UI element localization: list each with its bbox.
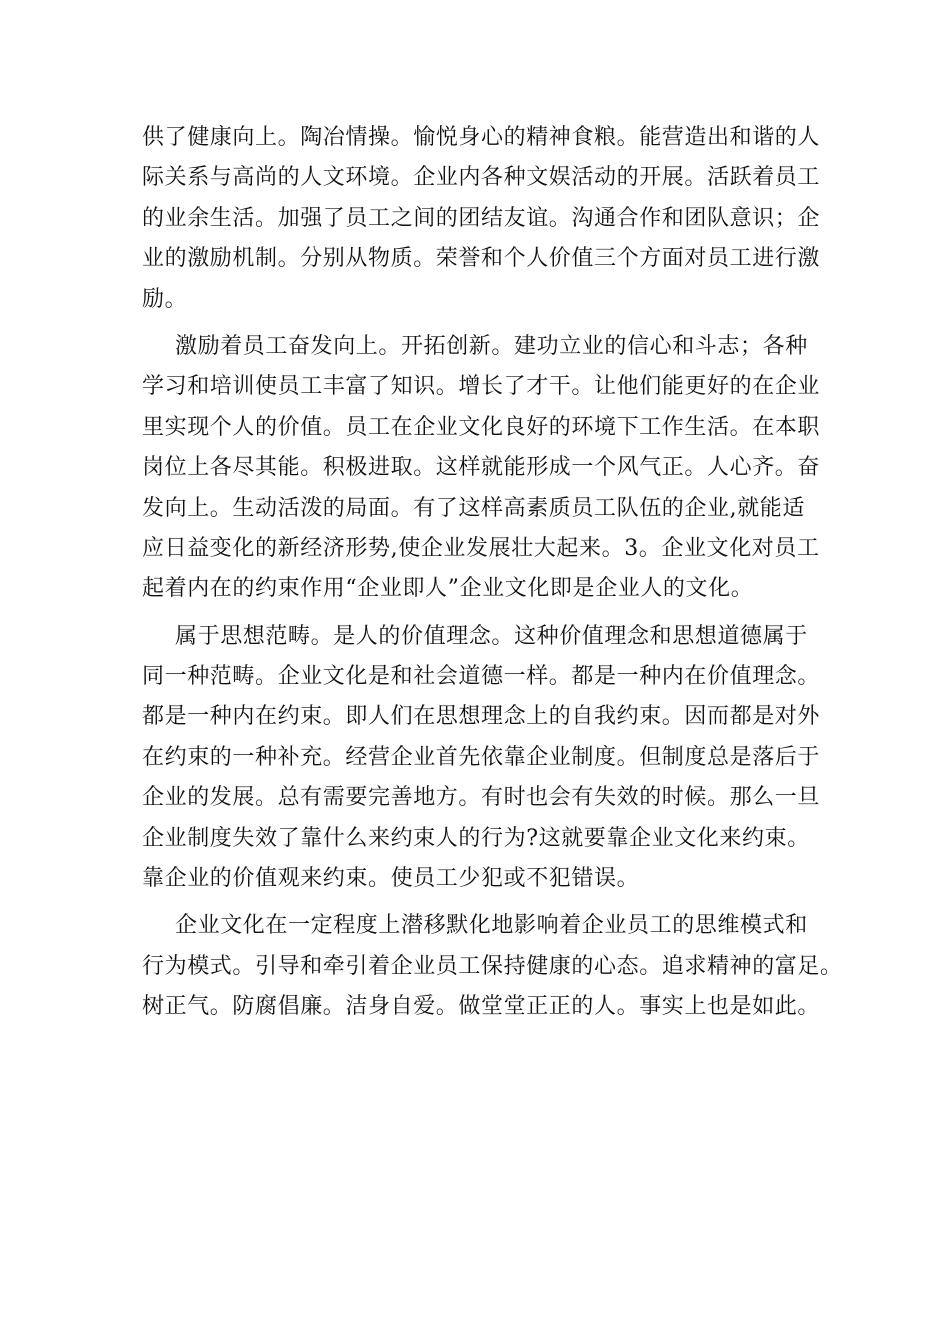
text-line: 际关系与高尚的人文环境。企业内各种文娱活动的开展。活跃着员工	[142, 165, 821, 191]
text-line: 岗位上各尽其能。积极进取。这样就能形成一个风气正。人心齐。奋	[142, 455, 821, 481]
text-line: 应日益变化的新经济形势,使企业发展壮大起来。3。企业文化对员工	[142, 535, 820, 561]
text-line: 行为模式。引导和牵引着企业员工保持健康的心态。追求精神的富足。	[142, 953, 843, 979]
text-line: 励。	[142, 286, 188, 312]
text-line: 起着内在的约束作用“企业即人”企业文化即是企业人的文化。	[142, 576, 754, 602]
text-line: 靠企业的价值观来约束。使员工少犯或不犯错误。	[142, 866, 640, 892]
text-line: 都是一种内在约束。即人们在思想理念上的自我约束。因而都是对外	[142, 704, 821, 730]
text-line: 属于思想范畴。是人的价值理念。这种价值理念和思想道德属于	[175, 623, 808, 649]
text-line: 同一种范畴。企业文化是和社会道德一样。都是一种内在价值理念。	[142, 664, 821, 690]
paragraph-2	[142, 327, 842, 610]
paragraph-3	[142, 617, 842, 900]
text-line: 企业制度失效了靠什么来约束人的行为?这就要靠企业文化来约束。	[142, 825, 810, 851]
text-line: 发向上。生动活泼的局面。有了这样高素质员工队伍的企业,就能适	[142, 495, 805, 521]
text-line: 学习和培训使员工丰富了知识。增长了才干。让他们能更好的在企业	[142, 374, 821, 400]
text-line: 激励着员工奋发向上。开拓创新。建功立业的信心和斗志；各种	[175, 333, 808, 359]
paragraph-4	[142, 906, 842, 1027]
text-line: 企业的发展。总有需要完善地方。有时也会有失效的时候。那么一旦	[142, 785, 821, 811]
text-line: 树正气。防腐倡廉。洁身自爱。做堂堂正正的人。事实上也是如此。	[142, 994, 821, 1020]
text-line: 在约束的一种补充。经营企业首先依靠企业制度。但制度总是落后于	[142, 744, 821, 770]
text-line: 业的激励机制。分别从物质。荣誉和个人价值三个方面对员工进行激	[142, 246, 821, 272]
paragraph-1	[142, 118, 842, 320]
body-text	[142, 118, 842, 1028]
text-line: 供了健康向上。陶冶情操。愉悦身心的精神食粮。能营造出和谐的人	[142, 125, 821, 150]
text-line: 的业余生活。加强了员工之间的团结友谊。沟通合作和团队意识；企	[142, 205, 821, 231]
text-line: 里实现个人的价值。员工在企业文化良好的环境下工作生活。在本职	[142, 414, 821, 440]
text-line: 企业文化在一定程度上潜移默化地影响着企业员工的思维模式和	[175, 913, 808, 939]
